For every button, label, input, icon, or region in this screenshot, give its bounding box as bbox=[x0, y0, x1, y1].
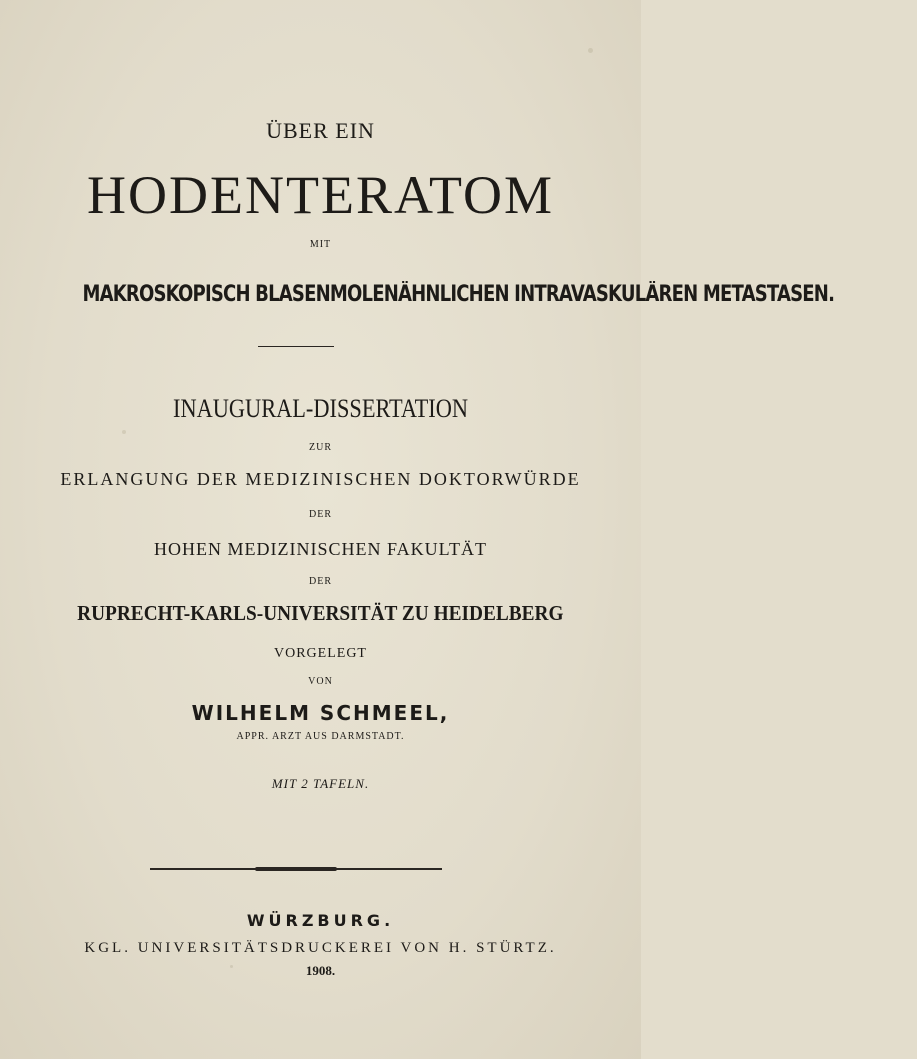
main-title: HODENTERATOM bbox=[87, 165, 554, 225]
author-title: APPR. ARZT AUS DARMSTADT. bbox=[236, 731, 405, 742]
paper-speck bbox=[122, 430, 126, 434]
imprint-year: 1908. bbox=[305, 963, 336, 978]
faculty-line: HOHEN MEDIZINISCHEN FAKULTÄT bbox=[154, 539, 487, 559]
vorgelegt-line: VORGELEGT bbox=[274, 646, 367, 661]
purpose-line: ERLANGUNG DER MEDIZINISCHEN DOKTORWÜRDE bbox=[60, 469, 581, 489]
imprint-printer: KGL. UNIVERSITÄTSDRUCKEREI VON H. STÜRTZ. bbox=[84, 940, 557, 956]
connector-der-1: DER bbox=[309, 509, 332, 520]
subtitle-text: MAKROSKOPISCH BLASENMOLENÄHNLICHEN INTRAVASKULÄREN METASTASEN. bbox=[82, 282, 835, 307]
dissertation-text: INAUGURAL-DISSERTATION bbox=[172, 394, 468, 423]
imprint-place: WÜRZBURG. bbox=[246, 911, 395, 930]
plates-note: MIT 2 TAFELN. bbox=[271, 776, 370, 791]
divider-long bbox=[150, 868, 442, 870]
paper-speck bbox=[588, 48, 593, 53]
connector-zur: ZUR bbox=[309, 442, 332, 453]
dissertation-heading bbox=[0, 396, 641, 422]
author-name: WILHELM SCHMEEL, bbox=[191, 701, 450, 725]
subtitle bbox=[0, 282, 835, 307]
university-line bbox=[0, 603, 641, 624]
connector-der-2: DER bbox=[309, 576, 332, 587]
connector-von: VON bbox=[308, 676, 333, 687]
university-text: RUPRECHT-KARLS-UNIVERSITÄT ZU HEIDELBERG bbox=[77, 601, 564, 625]
connector-mit: MIT bbox=[309, 239, 332, 250]
divider-short bbox=[258, 346, 334, 347]
pre-title: ÜBER EIN bbox=[266, 118, 375, 143]
